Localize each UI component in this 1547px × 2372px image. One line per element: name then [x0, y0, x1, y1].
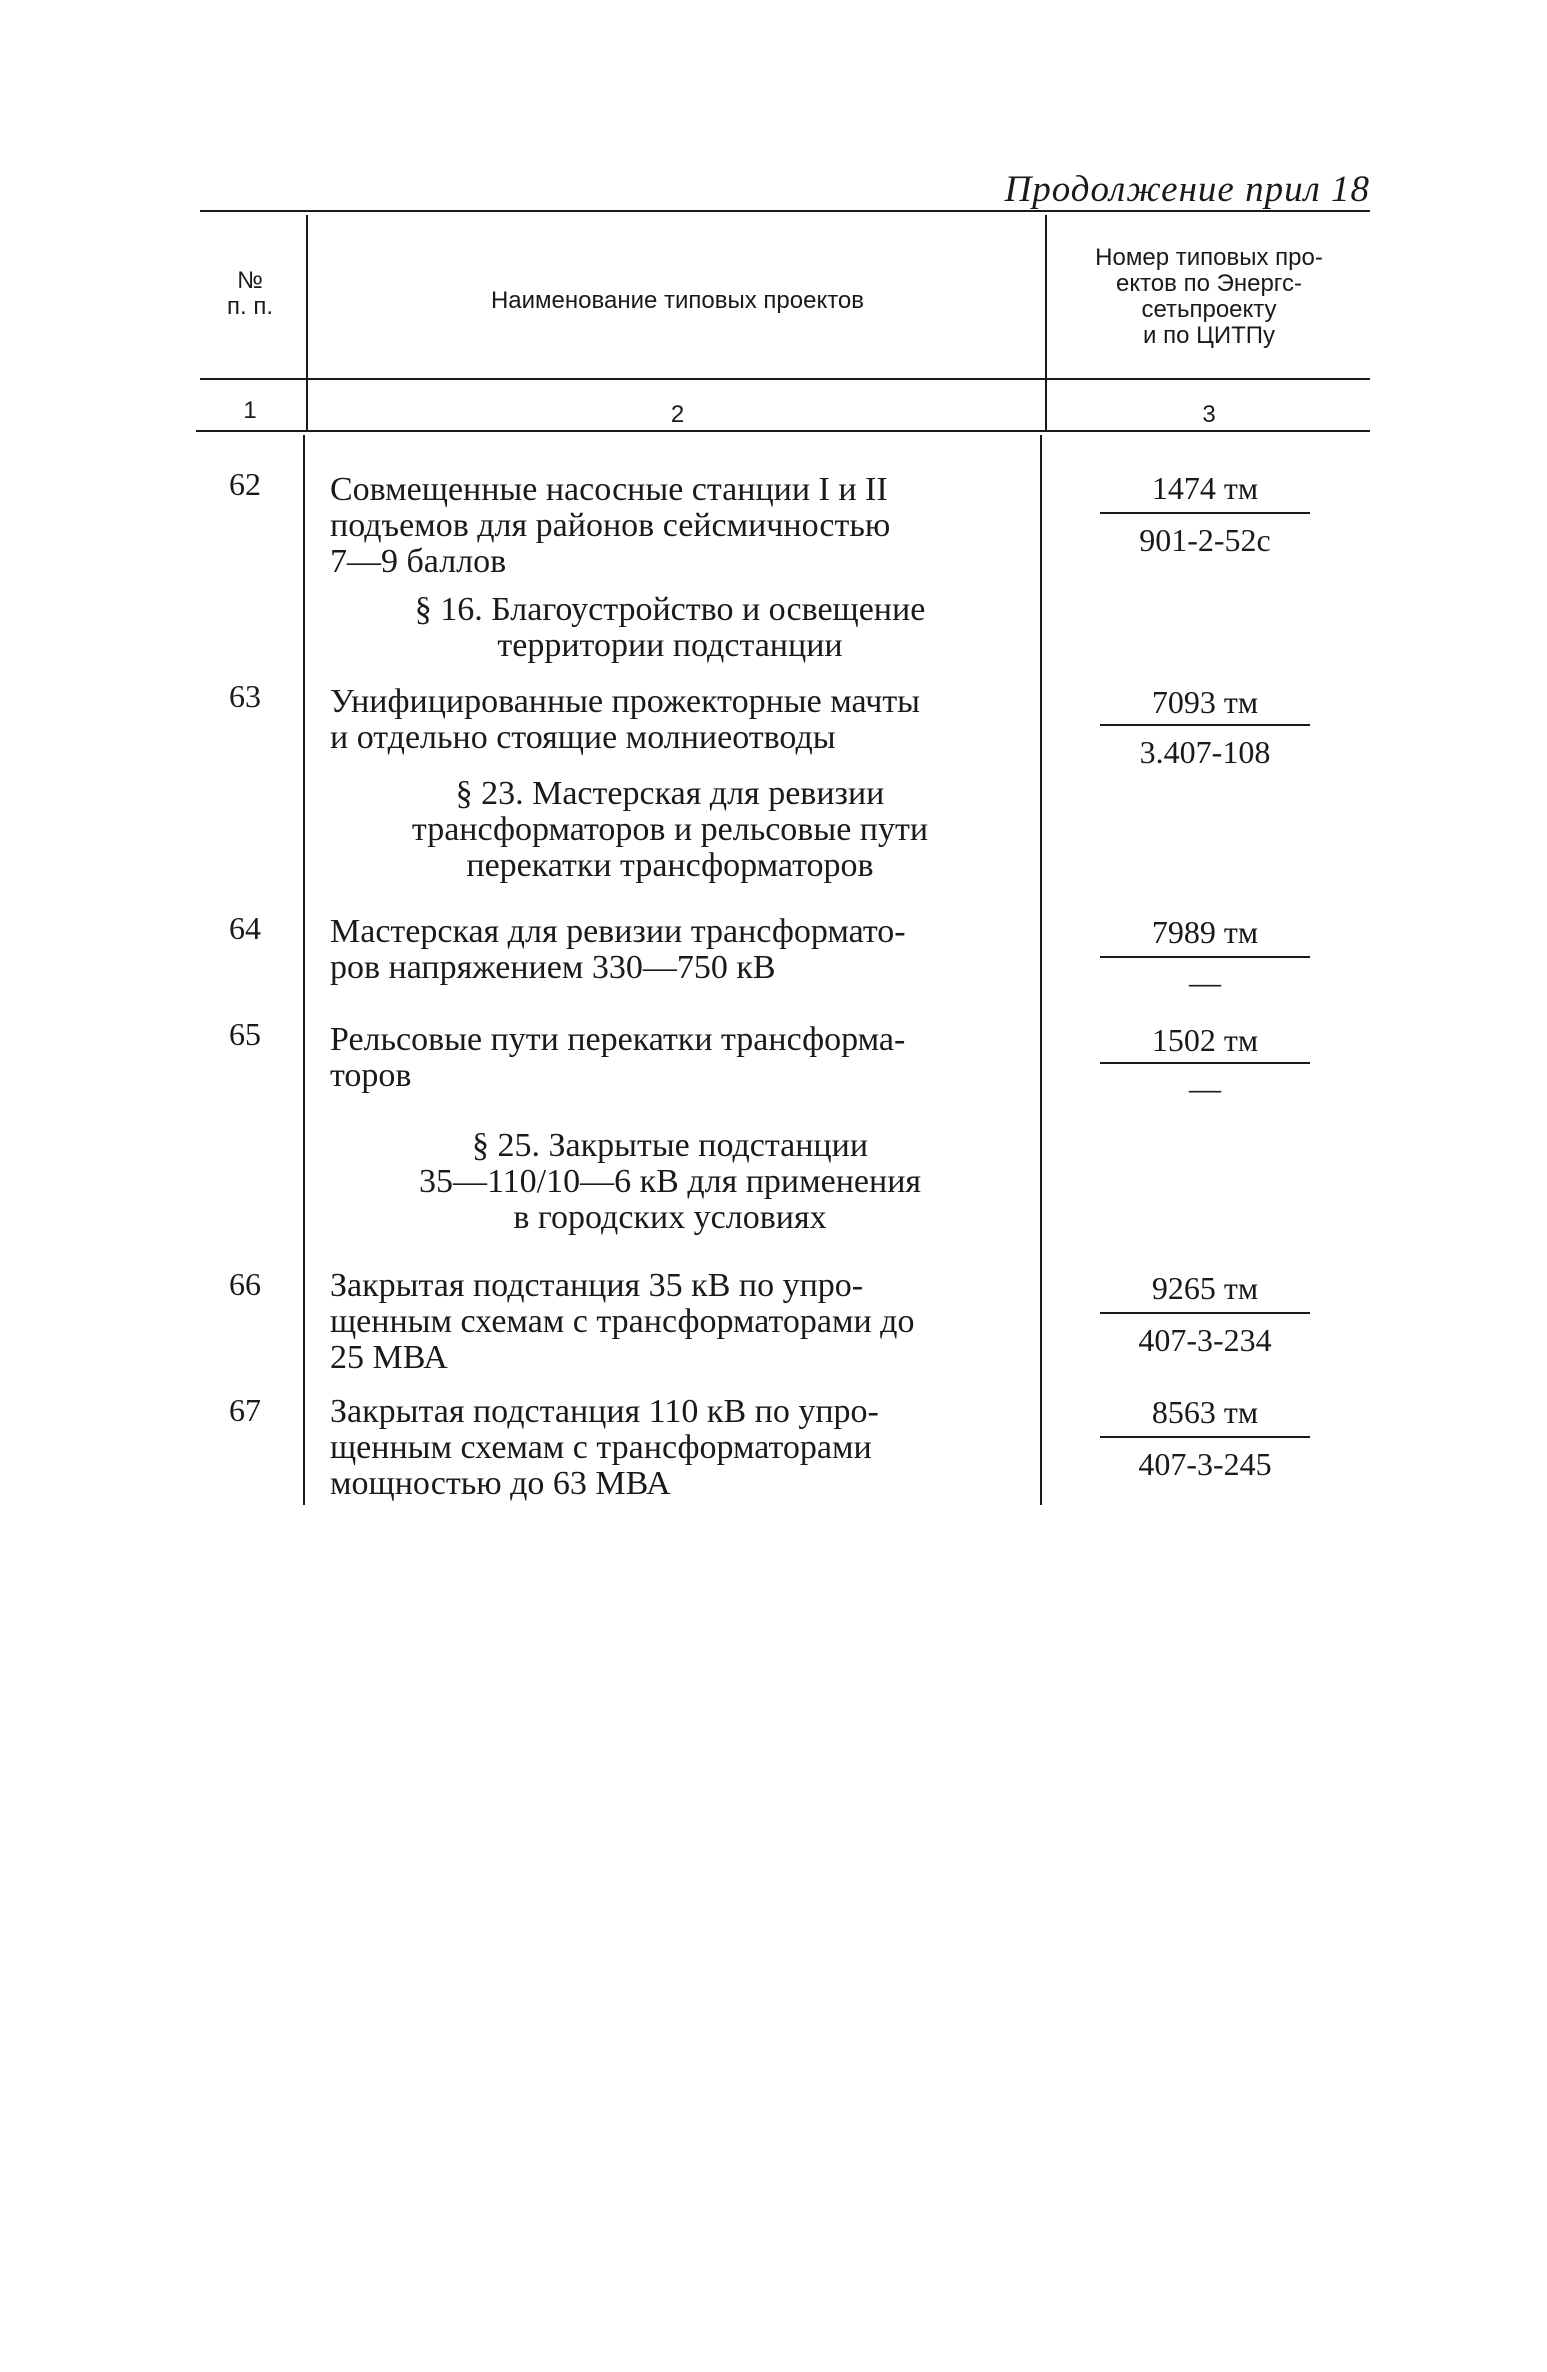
column-index-1: 1	[243, 397, 257, 424]
row-title-line: Совмещенные насосные станции I и II	[330, 471, 888, 508]
column-index-3: 3	[1202, 401, 1216, 428]
row-number: 64	[229, 910, 261, 946]
row-title-line: щенным схемам с трансформаторами	[330, 1429, 872, 1466]
row-number: 62	[229, 466, 261, 502]
row-number: 66	[229, 1266, 261, 1302]
section-heading	[320, 776, 1020, 884]
row-title	[330, 914, 1020, 986]
row-number: 63	[229, 678, 261, 714]
code-fraction-line	[1100, 1062, 1310, 1064]
section-heading-line: § 23. Мастерская для ревизии	[455, 775, 885, 812]
col-divider-1-body	[303, 435, 305, 1505]
row-title	[330, 1394, 1020, 1502]
code-fraction-line	[1100, 512, 1310, 514]
code-citp: 901-2-52с	[1139, 522, 1271, 558]
col-divider-2-header	[1045, 215, 1047, 430]
code-energoset: 7093 тм	[1151, 684, 1259, 720]
header-col-number-line: п. п.	[227, 293, 273, 320]
row-title-line: подъемов для районов сейсмичностью	[330, 507, 891, 544]
code-energoset: 9265 тм	[1151, 1270, 1259, 1306]
row-number: 65	[229, 1016, 261, 1052]
row-title	[330, 1022, 1020, 1094]
code-fraction-line	[1100, 956, 1310, 958]
header-col-code-line: Номер типовых про-	[1095, 244, 1323, 271]
row-title	[330, 684, 1020, 756]
header-col-number-line: №	[237, 267, 263, 294]
code-citp: 3.407-108	[1139, 734, 1271, 770]
header-col-code	[1048, 245, 1370, 349]
code-citp: 407-3-245	[1138, 1446, 1272, 1482]
header-col-code-line: ектов по Энергс-	[1115, 270, 1303, 297]
header-col-code-line: и по ЦИТПу	[1143, 322, 1275, 349]
row-title-line: мощностью до 63 МВА	[330, 1465, 671, 1502]
code-fraction-line	[1100, 1312, 1310, 1314]
section-heading-line: трансформаторов и рельсовые пути	[411, 811, 929, 848]
col-divider-2-body	[1040, 435, 1042, 1505]
code-fraction-line	[1100, 1436, 1310, 1438]
section-heading-line: § 16. Благоустройство и освещение	[414, 591, 926, 628]
row-title-line: и отдельно стоящие молниеотводы	[330, 719, 836, 756]
row-title	[330, 472, 1020, 580]
column-index-2: 2	[670, 401, 685, 428]
row-title-line: Мастерская для ревизии трансформато-	[330, 913, 906, 950]
header-bottom-rule	[200, 378, 1370, 380]
page-continuation-header: Продолжение прил 18	[1004, 169, 1370, 210]
row-title	[330, 1268, 1020, 1376]
code-energoset: 8563 тм	[1151, 1394, 1259, 1430]
row-title-line: Закрытая подстанция 35 кВ по упро-	[330, 1267, 864, 1304]
section-heading-line: перекатки трансформаторов	[466, 847, 874, 884]
section-heading-line: 35—110/10—6 кВ для применения	[418, 1163, 922, 1200]
row-title-line: торов	[330, 1057, 412, 1094]
index-bottom-rule	[196, 430, 1370, 432]
row-title-line: Рельсовые пути перекатки трансформа-	[330, 1021, 906, 1058]
section-heading-line: территории подстанции	[497, 627, 843, 664]
row-title-line: 25 МВА	[330, 1339, 448, 1376]
header-col-name: Наименование типовых проектов	[490, 287, 865, 314]
code-energoset: 1502 тм	[1151, 1022, 1259, 1058]
code-energoset: 1474 тм	[1151, 470, 1259, 506]
row-number: 67	[229, 1392, 261, 1428]
header-col-code-line: сетьпроекту	[1141, 296, 1277, 323]
header-col-number	[196, 268, 304, 320]
row-title-line: Унифицированные прожекторные мачты	[330, 683, 921, 720]
code-fraction-line	[1100, 724, 1310, 726]
row-title-line: ров напряжением 330—750 кВ	[330, 949, 776, 986]
section-heading	[320, 592, 1020, 664]
row-title-line: 7—9 баллов	[330, 543, 507, 580]
code-citp: —	[1189, 1070, 1221, 1106]
code-citp: —	[1189, 964, 1221, 1000]
row-title-line: щенным схемам с трансформаторами до	[330, 1303, 915, 1340]
section-heading-line: в городских условиях	[513, 1199, 827, 1236]
table-top-rule	[200, 210, 1370, 212]
section-heading-line: § 25. Закрытые подстанции	[471, 1127, 869, 1164]
section-heading	[320, 1128, 1020, 1236]
row-title-line: Закрытая подстанция 110 кВ по упро-	[330, 1393, 879, 1430]
code-energoset: 7989 тм	[1151, 914, 1259, 950]
col-divider-1-header	[306, 215, 308, 430]
code-citp: 407-3-234	[1138, 1322, 1272, 1358]
